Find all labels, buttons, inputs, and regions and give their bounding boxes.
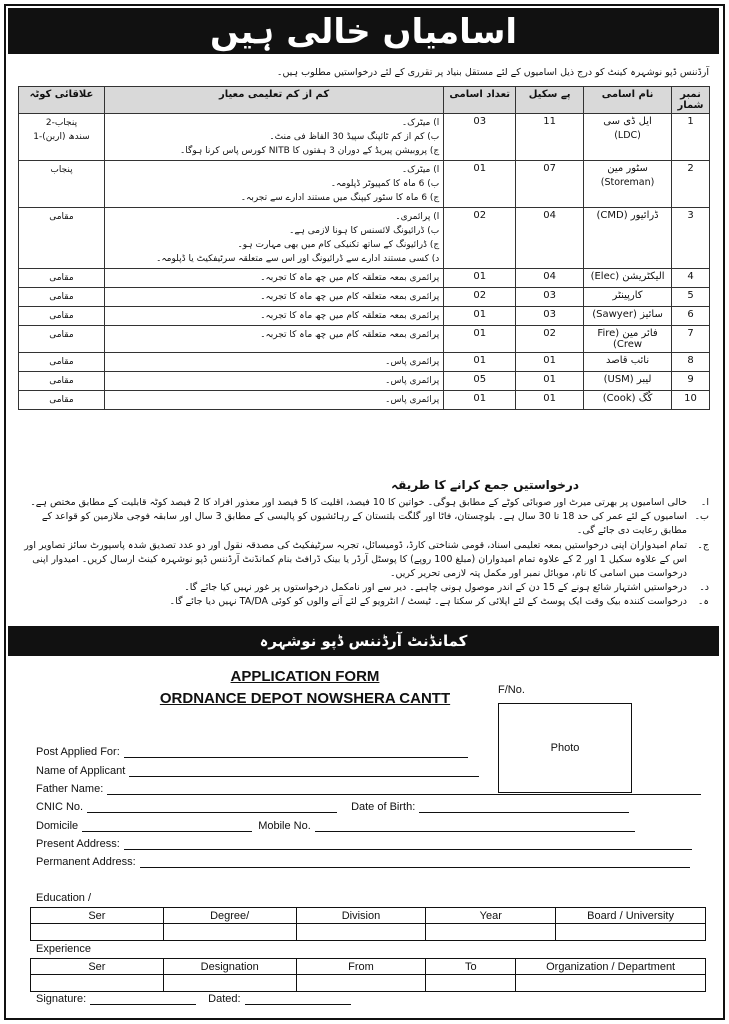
field-domicile[interactable] — [36, 820, 635, 832]
field-father-line[interactable] — [107, 783, 701, 795]
field-permanent-line[interactable] — [140, 856, 690, 868]
qualification-line: د) کسی مستند ادارے سے ڈرائیونگ اور اس سے متعلقہ سرٹیفکیٹ یا ڈپلومہ۔ — [156, 254, 440, 264]
cell-count: 05 — [444, 372, 516, 391]
qualification-line: پرائمری پاس۔ — [385, 376, 440, 386]
cell-post — [584, 114, 672, 161]
cell-ser: 5 — [672, 288, 710, 307]
cell-count: 02 — [444, 288, 516, 307]
cell-post — [584, 353, 672, 372]
field-present[interactable] — [36, 838, 692, 850]
instruction-label: ا۔ — [700, 497, 709, 508]
edu-header-board: Board / University — [556, 908, 706, 924]
education-table — [30, 907, 706, 941]
cell-post — [584, 269, 672, 288]
instruction-text: تمام امیدواران اپنی درخواستیں بمعہ تعلیمی اسناد، قومی شناختی کارڈ، ڈومیسائل، تجربہ سرٹیفکیٹ کی مصدقہ نقول اور دو عدد تصدیق شدہ پاسپورٹ سائز تصاویر اور اس کے علاوہ سکیل 1 اور 2 کے علاوہ تمام امیدواران (مبلغ 100 روپے) کا پوسٹل آرڈر یا بینک ڈرافٹ بنام کمانڈنٹ آرڈننس ڈپو نوشہرہ کینٹ ارسال کریں۔ امیدوار اپنی درخواست میں اسامی کا نام، موبائل نمبر اور مکمل پتہ لازمی تحریر کریں۔ — [24, 539, 687, 580]
field-domicile-line[interactable] — [82, 820, 252, 832]
edu-header-year: Year — [426, 908, 556, 924]
cell-qualification — [104, 161, 443, 208]
form-subtitle: ORDNANCE DEPOT NOWSHERA CANTT — [159, 690, 451, 707]
instruction-item — [19, 581, 709, 595]
cell-count: 01 — [444, 307, 516, 326]
cell-ser: 3 — [672, 208, 710, 269]
header-quota: علاقائی کوٹہ — [19, 87, 105, 114]
field-dob-line[interactable] — [419, 801, 629, 813]
edu-header-degree: Degree/ — [163, 908, 296, 924]
quota-line: مقامی — [49, 395, 74, 405]
field-cnic[interactable] — [36, 801, 629, 813]
instruction-text: خالی اسامیوں پر بھرتی میرٹ اور صوبائی کوٹے کے مطابق ہوگی۔ خواتین کا 10 فیصد، اقلیت کا 5 فیصد اور معذور افراد کا 2 فیصد کوٹہ قابلیت کے مطابق مختص ہے۔ — [30, 497, 687, 508]
cell-ser: 7 — [672, 326, 710, 353]
table-row — [19, 288, 710, 307]
field-name-line[interactable] — [129, 765, 479, 777]
exp-header-from: From — [296, 959, 426, 975]
cell-count: 01 — [444, 161, 516, 208]
cell-post — [584, 307, 672, 326]
field-cnic-line[interactable] — [87, 801, 337, 813]
edu-header-division: Division — [296, 908, 426, 924]
quota-line: مقامی — [49, 273, 74, 283]
cell-quota — [19, 391, 105, 410]
qualification-line: پرائمری بمعہ متعلقہ کام میں چھ ماہ کا تجربہ۔ — [260, 273, 440, 283]
qualification-line: ا) میٹرک۔ — [401, 118, 440, 128]
cell-quota — [19, 161, 105, 208]
cell-quota — [19, 353, 105, 372]
instruction-item — [19, 539, 709, 582]
quota-line: مقامی — [49, 311, 74, 321]
quota-line: سندھ (اربن)-1 — [33, 132, 90, 142]
field-dated-line[interactable] — [245, 993, 351, 1005]
cell-quota — [19, 372, 105, 391]
field-dated-label: Dated: — [208, 993, 241, 1005]
instruction-label: د۔ — [699, 582, 709, 594]
post-name: فائر مین (Fire Crew) — [597, 328, 658, 350]
field-mobile-label: Mobile No. — [258, 820, 311, 832]
table-row — [19, 114, 710, 161]
cell-scale: 01 — [516, 372, 584, 391]
cell-qualification — [104, 372, 443, 391]
cell-post — [584, 391, 672, 410]
quota-line: مقامی — [49, 330, 74, 340]
cell-scale: 04 — [516, 269, 584, 288]
banner-title: اسامیاں خالی ہیں — [209, 11, 518, 52]
quota-line: مقامی — [49, 357, 74, 367]
table-row — [19, 353, 710, 372]
post-name: لیبر (USM) — [603, 374, 652, 385]
instructions-list — [19, 496, 709, 610]
photo-label: Photo — [550, 742, 580, 754]
field-domicile-label: Domicile — [36, 820, 79, 832]
field-permanent[interactable] — [36, 856, 690, 868]
instruction-label: ج۔ — [697, 539, 709, 551]
cell-scale: 01 — [516, 391, 584, 410]
exp-header-organization: Organization / Department — [516, 959, 706, 975]
cell-count: 03 — [444, 114, 516, 161]
photo-box — [498, 703, 632, 793]
cell-qualification — [104, 326, 443, 353]
field-dob-label: Date of Birth: — [351, 801, 416, 813]
post-name: کارپینٹر — [612, 290, 643, 301]
cell-count: 02 — [444, 208, 516, 269]
qualification-line: ا) میٹرک۔ — [401, 165, 440, 175]
cell-qualification — [104, 114, 443, 161]
post-name: الیکٹریشن (Elec) — [590, 271, 665, 282]
vacancies-table — [18, 86, 710, 410]
quota-line: پنجاب — [50, 165, 73, 175]
qualification-line: ب) 6 ماہ کا کمپیوٹر ڈپلومہ۔ — [330, 179, 440, 189]
qualification-line: ج) ڈرائیونگ کے ساتھ تکنیکی کام میں بھی مہارت ہو۔ — [237, 240, 440, 250]
edu-header-ser: Ser — [31, 908, 164, 924]
vacancies-body — [19, 114, 710, 410]
field-signature[interactable] — [36, 993, 351, 1005]
instruction-item — [19, 595, 709, 609]
cell-qualification — [104, 208, 443, 269]
instruction-label: ب۔ — [694, 511, 709, 523]
table-row — [19, 161, 710, 208]
post-name-english: (LDC) — [614, 130, 641, 141]
field-signature-line[interactable] — [90, 993, 196, 1005]
field-name[interactable] — [36, 765, 479, 777]
file-number-label: F/No. — [498, 684, 525, 696]
cell-scale: 01 — [516, 353, 584, 372]
field-permanent-label: Permanent Address: — [36, 856, 136, 868]
cell-ser: 1 — [672, 114, 710, 161]
cell-count: 01 — [444, 353, 516, 372]
post-name: ایل ڈی سی — [603, 116, 652, 127]
cell-ser: 4 — [672, 269, 710, 288]
field-mobile-line[interactable] — [315, 820, 635, 832]
field-name-label: Name of Applicant — [36, 765, 126, 777]
quota-line: مقامی — [49, 212, 74, 222]
cell-ser: 8 — [672, 353, 710, 372]
post-name: ڈرائیور (CMD) — [596, 210, 659, 221]
signature-banner-text: کمانڈنٹ آرڈننس ڈپو نوشہرہ — [259, 632, 468, 650]
cell-quota — [19, 307, 105, 326]
cell-ser: 10 — [672, 391, 710, 410]
table-row — [19, 307, 710, 326]
exp-header-to: To — [426, 959, 516, 975]
exp-header-ser: Ser — [31, 959, 164, 975]
cell-ser: 2 — [672, 161, 710, 208]
cell-scale: 07 — [516, 161, 584, 208]
instruction-text: درخواستیں اشتہار شائع ہونے کے 15 دن کے اندر موصول ہونی چاہیے۔ دیر سے اور نامکمل درخواستوں پر غور نہیں کیا جائے گا۔ — [184, 582, 687, 594]
qualification-line: ب) کم از کم ٹائپنگ سپیڈ 30 الفاظ فی منٹ۔ — [269, 132, 440, 142]
post-name: سائیز (Sawyer) — [592, 309, 663, 320]
cell-post — [584, 288, 672, 307]
qualification-line: ا) پرائمری۔ — [395, 212, 440, 222]
field-father-label: Father Name: — [36, 783, 104, 795]
intro-text: آرڈننس ڈپو نوشہرہ کینٹ کو درج ذیل اسامیوں کے لئے مستقل بنیاد پر تقرری کے لئے درخواستیں مطلوب ہیں۔ — [276, 67, 709, 78]
field-cnic-label: CNIC No. — [36, 801, 84, 813]
field-present-label: Present Address: — [36, 838, 120, 850]
cell-qualification — [104, 353, 443, 372]
cell-count: 01 — [444, 391, 516, 410]
header-ser: نمبر شمار — [672, 87, 710, 114]
cell-ser: 6 — [672, 307, 710, 326]
cell-count: 01 — [444, 269, 516, 288]
table-row — [19, 391, 710, 410]
instruction-text: درخواست کنندہ بیک وقت ایک پوسٹ کے لئے اپلائی کر سکتا ہے۔ ٹیسٹ / انٹرویو کے لئے آنے والوں کو کوئی TA/DA نہیں دیا جائے گا۔ — [169, 596, 687, 608]
cell-quota — [19, 326, 105, 353]
header-qualification: کم از کم تعلیمی معیار — [104, 87, 443, 114]
qualification-line: پرائمری پاس۔ — [385, 395, 440, 405]
post-name: کُگ (Cook) — [602, 393, 653, 404]
cell-quota — [19, 288, 105, 307]
quota-line: مقامی — [49, 376, 74, 386]
field-father[interactable] — [36, 783, 701, 795]
instruction-label: ہ۔ — [697, 596, 709, 608]
table-row — [19, 326, 710, 353]
experience-table — [30, 958, 706, 992]
table-row — [19, 269, 710, 288]
cell-qualification — [104, 269, 443, 288]
header-count: تعداد اسامی — [444, 87, 516, 114]
cell-scale: 02 — [516, 326, 584, 353]
field-present-line[interactable] — [124, 838, 692, 850]
field-post[interactable] — [36, 746, 468, 758]
quota-line: پنجاب-2 — [45, 118, 78, 128]
qualification-line: ج) 6 ماہ کا سٹور کیپنگ میں مستند ادارے سے تجربہ۔ — [240, 193, 440, 203]
header-banner — [8, 8, 719, 54]
cell-scale: 03 — [516, 307, 584, 326]
field-signature-label: Signature: — [36, 993, 87, 1005]
education-header-row — [31, 908, 706, 924]
quota-line: مقامی — [49, 292, 74, 302]
instruction-item — [19, 496, 709, 510]
post-name: نائب قاصد — [605, 355, 650, 366]
cell-quota — [19, 269, 105, 288]
post-name-english: (Storeman) — [600, 177, 655, 188]
qualification-line: پرائمری بمعہ متعلقہ کام میں چھ ماہ کا تجربہ۔ — [260, 330, 440, 340]
education-row[interactable] — [31, 924, 706, 941]
experience-header-row — [31, 959, 706, 975]
experience-label: Experience — [36, 943, 92, 955]
qualification-line: پرائمری پاس۔ — [385, 357, 440, 367]
cell-count: 01 — [444, 326, 516, 353]
field-post-label: Post Applied For: — [36, 746, 120, 758]
instruction-text: اسامیوں کے لئے عمر کی حد 18 تا 30 سال ہے۔ بلوچستان، فاٹا اور گلگت بلتستان کے رہائشیوں کو پالیسی کے مطابق 3 سال اور سابقہ فوجی ملازمین کو قواعد کے مطابق رعایت دی جائے گی۔ — [41, 511, 687, 537]
cell-quota — [19, 208, 105, 269]
cell-post — [584, 208, 672, 269]
instructions-title: درخواستیں جمع کرانے کا طریقہ — [391, 478, 579, 492]
header-scale: پے سکیل — [516, 87, 584, 114]
cell-quota — [19, 114, 105, 161]
signature-banner — [8, 626, 719, 656]
cell-qualification — [104, 391, 443, 410]
table-row — [19, 372, 710, 391]
cell-scale: 03 — [516, 288, 584, 307]
instruction-item — [19, 510, 709, 538]
education-label: Education / — [36, 892, 92, 904]
cell-ser: 9 — [672, 372, 710, 391]
cell-post — [584, 372, 672, 391]
qualification-line: پرائمری بمعہ متعلقہ کام میں چھ ماہ کا تجربہ۔ — [260, 311, 440, 321]
cell-qualification — [104, 307, 443, 326]
field-post-line[interactable] — [124, 746, 468, 758]
experience-row[interactable] — [31, 975, 706, 992]
qualification-line: پرائمری بمعہ متعلقہ کام میں چھ ماہ کا تجربہ۔ — [260, 292, 440, 302]
cell-post — [584, 161, 672, 208]
cell-scale: 04 — [516, 208, 584, 269]
table-row — [19, 208, 710, 269]
qualification-line: ب) ڈرائیونگ لائسنس کا ہونا لازمی ہے۔ — [289, 226, 440, 236]
form-title: APPLICATION FORM — [230, 668, 380, 685]
cell-post — [584, 326, 672, 353]
exp-header-designation: Designation — [163, 959, 296, 975]
cell-scale: 11 — [516, 114, 584, 161]
qualification-line: ج) پروبیشن پیریڈ کے دوران 3 ہفتوں کا NITB کورس پاس کرنا ہوگا۔ — [180, 146, 440, 156]
post-name: سٹور مین — [607, 163, 648, 174]
header-post: نام اسامی — [584, 87, 672, 114]
table-header-row — [19, 87, 710, 114]
cell-qualification — [104, 288, 443, 307]
